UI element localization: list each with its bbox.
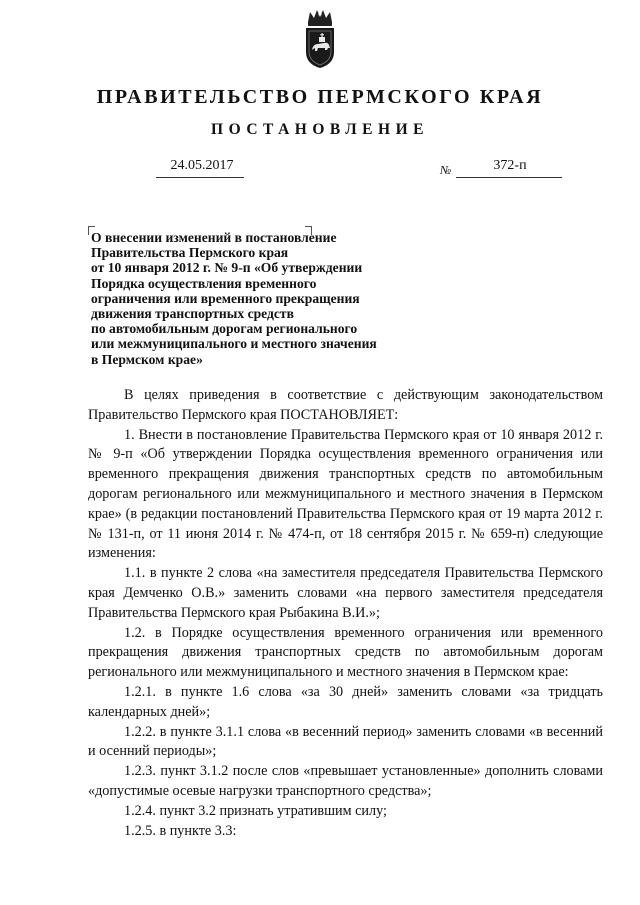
document-number: 372-п — [493, 158, 527, 173]
subject-line: или межмуниципального и местного значения — [91, 336, 377, 352]
subject-line: от 10 января 2012 г. № 9-п «Об утверждении — [91, 260, 363, 276]
body-paragraph: 1.2. в Порядке осуществления временного ограничения или временного прекращения движения транспортных средств по автомобильным дорогам регионального или межмуниципального и местного значения в Пермском крае: — [88, 624, 603, 681]
perm-krai-coat-of-arms-icon — [302, 8, 338, 75]
number-underline — [456, 177, 562, 178]
date-underline — [156, 177, 244, 178]
body-paragraph: В целях приведения в соответствие с действующим законодательством Правительство Пермского края ПОСТАНОВЛЯЕТ: — [88, 387, 603, 423]
government-title: ПРАВИТЕЛЬСТВО ПЕРМСКОГО КРАЯ — [96, 86, 544, 108]
body-paragraph: 1.2.4. пункт 3.2 признать утратившим силу; — [124, 802, 387, 819]
body-paragraph: 1.2.2. в пункте 3.1.1 слова «в весенний период» заменить словами «в весенний и осенний периоды»; — [88, 723, 603, 760]
subject-line: по автомобильным дорогам регионального — [91, 321, 358, 337]
document-subject — [91, 230, 411, 367]
body-paragraph: 1.2.1. в пункте 1.6 слова «за 30 дней» заменить словами «за тридцать календарных дней»; — [88, 683, 603, 720]
body-paragraph: 1. Внести в постановление Правительства Пермского края от 10 января 2012 г. № 9-п «Об утверждении Порядка осуществления временного ограничения или временного прекращения движения транспортных средств по автомобильным дорогам регионального или межмуниципального и местного значения в Пермском крае» (в редакции постановлений Правительства Пермского края от 19 марта 2012 г. № 131-п, от 11 июня 2014 г. № 474-п, от 18 сентября 2015 г. № 659-п) следующие изменения: — [88, 426, 603, 562]
number-sign: № — [440, 163, 452, 177]
subject-line: Правительства Пермского края — [91, 245, 289, 261]
document-type-title: ПОСТАНОВЛЕНИЕ — [211, 121, 429, 138]
body-paragraph: 1.2.3. пункт 3.1.2 после слов «превышает установленные» дополнить словами «допустимые осевые нагрузки транспортного средства»; — [88, 763, 603, 799]
body-paragraph: 1.2.5. в пункте 3.3: — [124, 822, 237, 839]
document-date: 24.05.2017 — [170, 158, 234, 173]
body-paragraph: 1.1. в пункте 2 слова «на заместителя председателя Правительства Пермского края Демченко О.В.» заменить словами «на первого заместителя председателя Правительства Пермского края Рыбакина В.И.»; — [88, 565, 603, 621]
subject-line: в Пермском крае» — [91, 351, 203, 367]
subject-line: движения транспортных средств — [91, 306, 294, 322]
subject-line: ограничения или временного прекращения — [91, 290, 360, 306]
subject-line: О внесении изменений в постановление — [91, 230, 337, 245]
subject-line: Порядка осуществления временного — [91, 275, 317, 291]
document-body — [88, 386, 603, 841]
